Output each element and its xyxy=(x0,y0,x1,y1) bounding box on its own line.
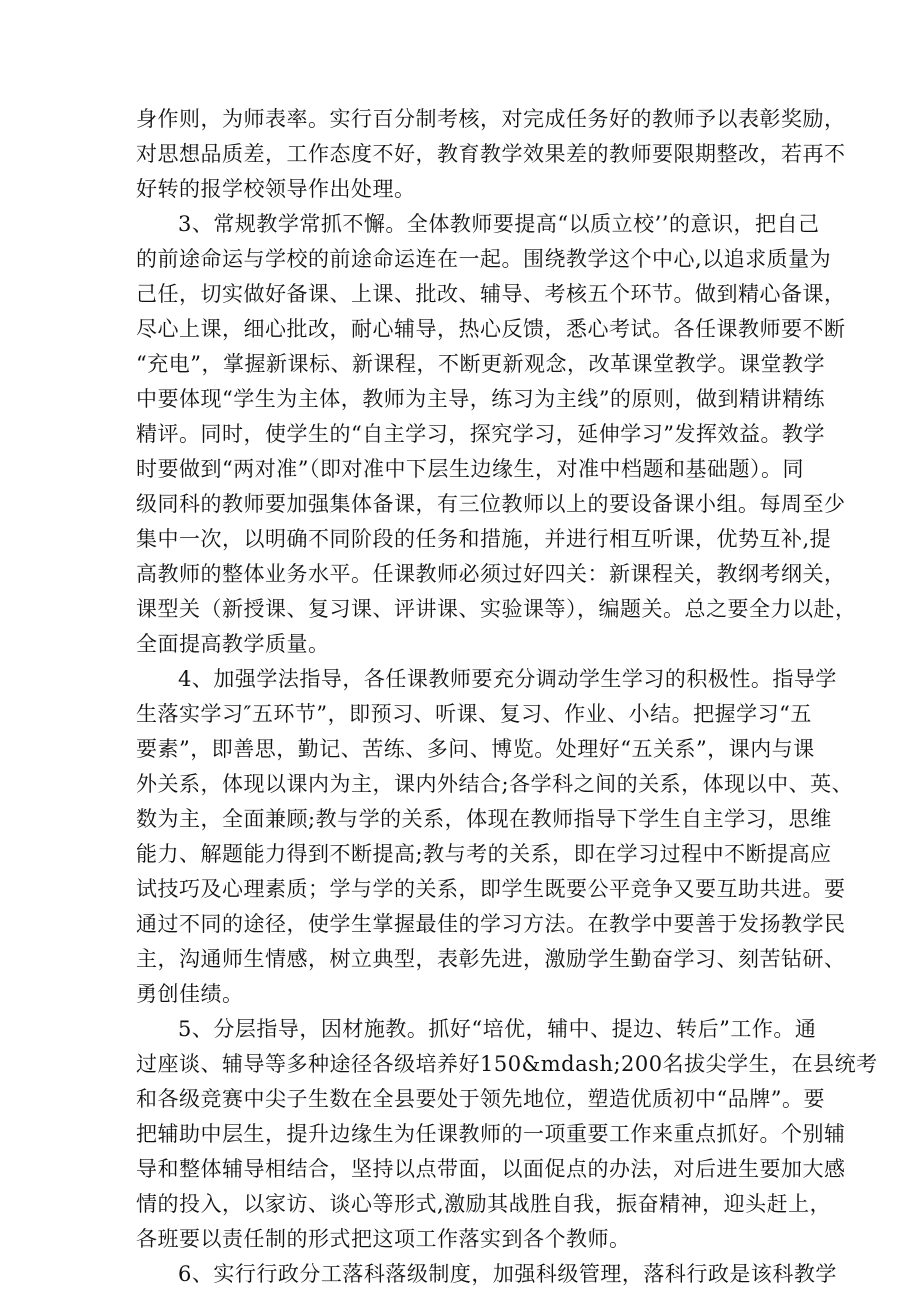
text-line: 级同科的教师要加强集体备课，有三位教师以上的要设备课小组。每周至少 xyxy=(136,492,846,516)
paragraph-4-start: 4、加强学法指导，各任课教师要充分调动学生学习的积极性。指导学 xyxy=(178,667,837,691)
text-line: 时要做到“两对准”（即对准中下层生边缘生，对准中档题和基础题）。同 xyxy=(136,457,804,481)
text-line: 主，沟通师生情感，树立典型，表彰先进，激励学生勤奋学习、刻苦钻研、 xyxy=(136,947,846,971)
text-line: 试技巧及心理素质；学与学的关系，即学生既要公平竞争又要互助共进。要 xyxy=(136,877,846,901)
text-line: 精评。同时，使学生的“自主学习，探究学习，延伸学习”发挥效益。教学 xyxy=(136,422,825,446)
text-line: 过座谈、辅导等多种途径各级培养好150&mdash;200名拔尖学生，在县统考 xyxy=(136,1052,878,1076)
text-line: 各班要以责任制的形式把这项工作落实到各个教师。 xyxy=(136,1227,631,1251)
text-line: 外关系，体现以课内为主，课内外结合;各学科之间的关系，体现以中、英、 xyxy=(136,772,854,796)
text-line: 中要体现“学生为主体，教师为主导，练习为主线”的原则，做到精讲精练 xyxy=(136,387,825,411)
text-line: 课型关（新授课、复习课、评讲课、实验课等），编题关。总之要全力以赴， xyxy=(136,597,857,621)
paragraph-3-start: 3、常规教学常抓不懈。全体教师要提高“以质立校’’的意识，把自己 xyxy=(178,212,820,236)
text-line: 生落实学习″五环节”，即预习、听课、复习、作业、小结。把握学习“五 xyxy=(136,702,812,726)
text-line: 己任，切实做好备课、上课、批改、辅导、考核五个环节。做到精心备课， xyxy=(136,282,846,306)
text-line: 把辅助中层生，提升边缘生为任课教师的一项重要工作来重点抓好。个别辅 xyxy=(136,1122,846,1146)
paragraph-6-start: 6、实行行政分工落科落级制度，加强科级管理，落科行政是该科教学 xyxy=(178,1262,837,1286)
text-line: 要素”，即善思，勤记、苦练、多问、博览。处理好“五关系”，课内与课 xyxy=(136,737,815,761)
text-line: 勇创佳绩。 xyxy=(136,982,244,1006)
text-line: 导和整体辅导相结合，坚持以点带面，以面促点的办法，对后进生要加大感 xyxy=(136,1157,846,1181)
text-line: 对思想品质差，工作态度不好，教育教学效果差的教师要限期整改，若再不 xyxy=(136,142,846,166)
paragraph-5-start: 5、分层指导，因材施教。抓好“培优，辅中、提边、转后”工作。通 xyxy=(178,1017,817,1041)
text-line: 的前途命运与学校的前途命运连在一起。围绕教学这个中心,以追求质量为 xyxy=(136,247,832,271)
text-line: 通过不同的途径，使学生掌握最佳的学习方法。在教学中要善于发扬教学民 xyxy=(136,912,846,936)
text-line: 身作则，为师表率。实行百分制考核，对完成任务好的教师予以表彰奖励， xyxy=(136,107,846,131)
text-line: 高教师的整体业务水平。任课教师必须过好四关：新课程关，教纲考纲关， xyxy=(136,562,846,586)
text-line: 能力、解题能力得到不断提高;教与考的关系，即在学习过程中不断提高应 xyxy=(136,842,832,866)
text-line: 好转的报学校领导作出处理。 xyxy=(136,177,416,201)
text-line: 情的投入，以家访、谈心等形式,激励其战胜自我，振奋精神，迎头赶上， xyxy=(136,1192,832,1216)
text-line: 和各级竞赛中尖子生数在全县要处于领先地位，塑造优质初中“品牌”。要 xyxy=(136,1087,825,1111)
text-line: 全面提高教学质量。 xyxy=(136,632,330,656)
text-line: 数为主，全面兼顾;教与学的关系，体现在教师指导下学生自主学习，思维 xyxy=(136,807,832,831)
text-line: 集中一次，以明确不同阶段的任务和措施，并进行相互听课，优势互补,提 xyxy=(136,527,832,551)
text-line: “充电”，掌握新课标、新课程，不断更新观念，改革课堂教学。课堂教学 xyxy=(136,352,825,376)
text-line: 尽心上课，细心批改，耐心辅导，热心反馈，悉心考试。各任课教师要不断 xyxy=(136,317,846,341)
